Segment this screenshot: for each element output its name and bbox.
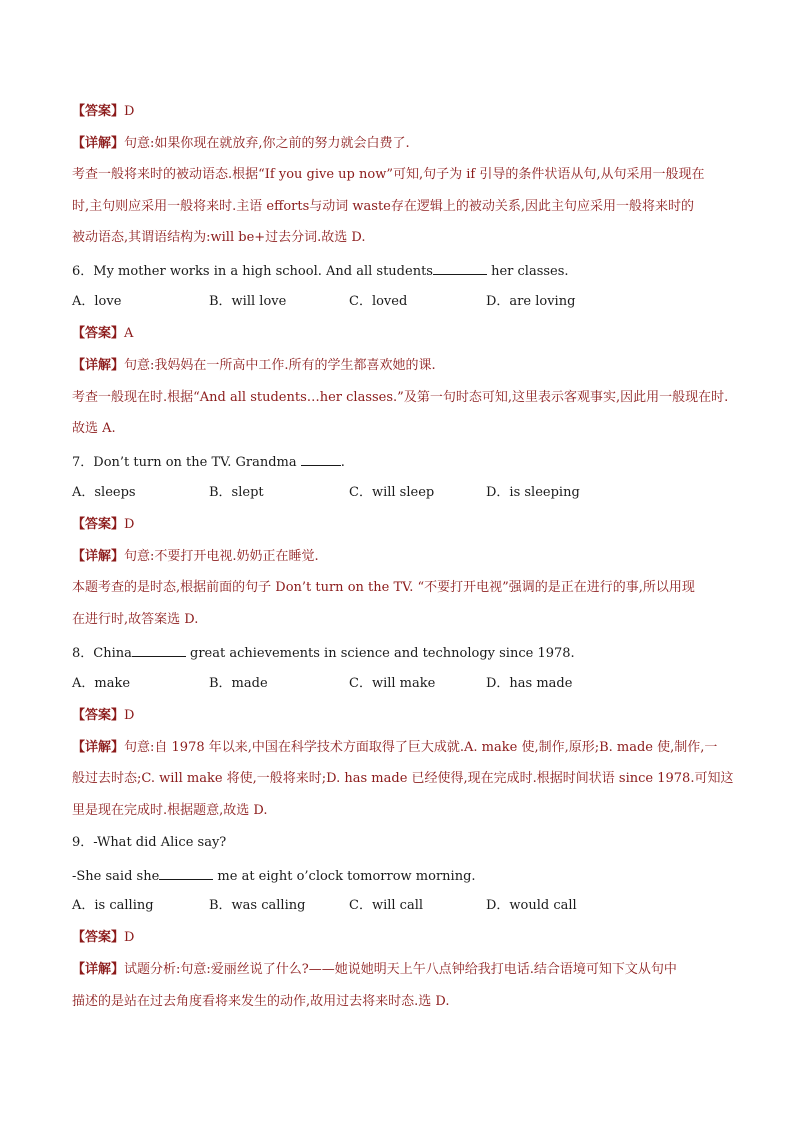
answer-blank	[433, 262, 487, 275]
q9-detail-line: 【详解】试题分析:句意:爱丽丝说了什么?——她说她明天上午八点钟给我打电话.结合语境可知下文从句中	[72, 962, 677, 977]
q8-detail-line: 【详解】句意:自 1978 年以来,中国在科学技术方面取得了巨大成就.A. make 使,制作,原形;B. made 使,制作,一	[72, 740, 718, 755]
q9-answer-line: 【答案】D	[72, 930, 135, 945]
explanation-line: 般过去时态;C. will make 将使,一般将来时;D. has made 已经使得,现在完成时.根据时间状语 since 1978.可知这	[72, 771, 734, 786]
answer-tag: 【答案】	[72, 104, 125, 119]
explanation-line: 考查一般将来时的被动语态.根据“If you give up now”可知,句子为 if 引导的条件状语从句,从句采用一般现在	[72, 167, 705, 182]
option-d: D．are loving	[486, 294, 576, 309]
option-b: B．made	[209, 676, 268, 691]
option-b: B．was calling	[209, 898, 306, 913]
option-a: A．is calling	[72, 898, 154, 913]
q6-answer-line: 【答案】A	[72, 326, 134, 341]
explanation-line: 被动语态,其谓语结构为:will be+过去分词.故选 D.	[72, 230, 366, 245]
explanation-line: 在进行时,故答案选 D.	[72, 612, 199, 627]
option-c: C．will make	[349, 676, 436, 691]
prev-detail-line	[72, 136, 410, 152]
option-d: D．would call	[486, 898, 577, 913]
detail-tag: 【详解】	[72, 136, 125, 151]
question-6-stem: 6．My mother works in a high school. And all students her classes.	[72, 264, 569, 279]
explanation-line: 里是现在完成时.根据题意,故选 D.	[72, 803, 268, 818]
explanation-line: 故选 A.	[72, 421, 116, 436]
detail-meaning: 句意:如果你现在就放弃,你之前的努力就会白费了.	[124, 136, 410, 151]
explanation-line: 考查一般现在时.根据“And all students…her classes.”及第一句时态可知,这里表示客观事实,因此用一般现在时.	[72, 390, 729, 405]
answer-value: D	[124, 708, 135, 723]
option-d: D．is sleeping	[486, 485, 580, 500]
option-c: C．loved	[349, 294, 408, 309]
prev-answer-line	[72, 104, 134, 120]
option-b: B．will love	[209, 294, 287, 309]
option-a: A．make	[72, 676, 131, 691]
answer-blank	[159, 867, 213, 880]
question-7-stem: 7．Don’t turn on the TV. Grandma .	[72, 455, 345, 470]
question-9-stem: 9．-What did Alice say?	[72, 835, 227, 850]
q6-detail-line: 【详解】句意:我妈妈在一所高中工作.所有的学生都喜欢她的课.	[72, 358, 436, 373]
explanation-line: 描述的是站在过去角度看将来发生的动作,故用过去将来时态.选 D.	[72, 994, 450, 1009]
q8-answer-line: 【答案】D	[72, 708, 135, 723]
option-a: A．sleeps	[72, 485, 136, 500]
option-a: A．love	[72, 294, 122, 309]
option-c: C．will call	[349, 898, 424, 913]
answer-blank	[132, 644, 186, 657]
q7-detail-line: 【详解】句意:不要打开电视.奶奶正在睡觉.	[72, 549, 319, 564]
answer-value: D	[124, 930, 135, 945]
answer-value: D	[124, 104, 135, 119]
option-d: D．has made	[486, 676, 573, 691]
q7-answer-line: 【答案】D	[72, 517, 135, 532]
answer-blank	[301, 453, 341, 466]
question-9-reply: -She said she me at eight o’clock tomorrow morning.	[72, 869, 476, 884]
answer-value: A	[124, 326, 134, 341]
option-c: C．will sleep	[349, 485, 435, 500]
explanation-line: 时,主句则应采用一般将来时.主语 efforts与动词 waste存在逻辑上的被动关系,因此主句应采用一般将来时的	[72, 199, 694, 214]
answer-value: D	[124, 517, 135, 532]
option-b: B．slept	[209, 485, 264, 500]
question-8-stem: 8．China great achievements in science and technology since 1978.	[72, 646, 575, 661]
explanation-line: 本题考查的是时态,根据前面的句子 Don’t turn on the TV. “不要打开电视”强调的是正在进行的事,所以用现	[72, 580, 695, 595]
